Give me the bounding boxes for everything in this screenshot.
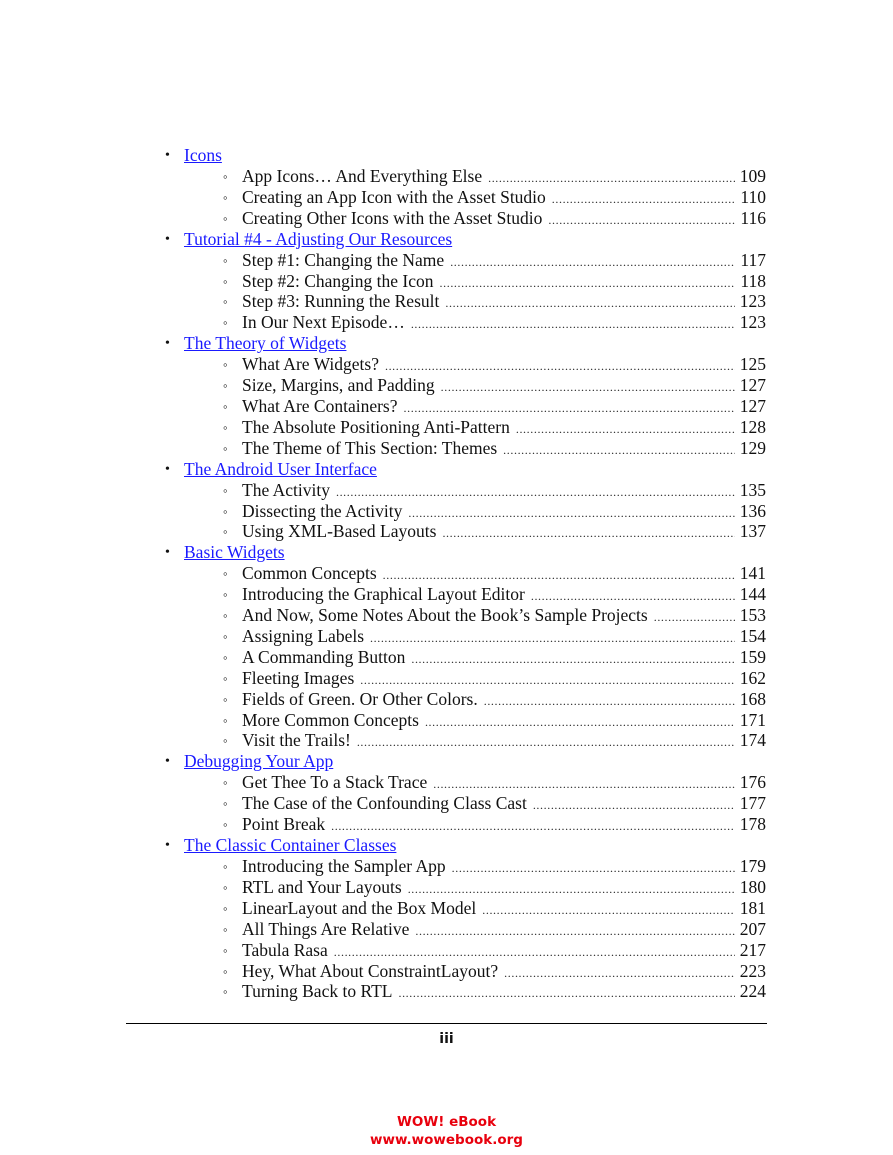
toc-entry [0,919,893,940]
toc-entry-line [242,187,766,210]
entry-page-number: 125 [739,354,766,375]
toc-entry-line [242,250,766,273]
circle-bullet-icon: ◦ [223,691,228,707]
circle-bullet-icon: ◦ [223,419,228,435]
circle-bullet-icon: ◦ [223,984,228,1000]
circle-bullet-icon: ◦ [223,649,228,665]
dot-leader [445,293,734,314]
entry-title: Introducing the Graphical Layout Editor [242,584,525,605]
circle-bullet-icon: ◦ [223,566,228,582]
circle-bullet-icon: ◦ [223,378,228,394]
dot-leader [411,649,734,670]
toc-entry [0,501,893,522]
bullet-icon: • [165,148,170,163]
entry-page-number: 129 [739,437,766,458]
dot-leader [531,586,735,607]
circle-bullet-icon: ◦ [223,482,228,498]
toc-entry [0,814,893,835]
entry-title: And Now, Some Notes About the Book’s Sample Projects [242,605,648,626]
toc-entry-line [242,208,766,231]
circle-bullet-icon: ◦ [223,859,228,875]
entry-page-number: 176 [739,772,766,793]
table-of-contents [0,145,893,1002]
toc-entry [0,208,893,229]
entry-title: Point Break [242,814,326,835]
entry-page-number: 159 [739,646,766,667]
entry-title: Fields of Green. Or Other Colors. [242,688,478,709]
circle-bullet-icon: ◦ [223,942,228,958]
entry-page-number: 168 [739,688,766,709]
bullet-icon: • [165,545,170,561]
entry-title: Tabula Rasa [242,939,328,960]
toc-entry-line [242,710,766,733]
toc-entry-line [242,501,766,524]
toc-entry [0,396,893,417]
entry-title: Using XML-Based Layouts [242,521,437,542]
circle-bullet-icon: ◦ [223,670,228,686]
toc-entry [0,166,893,187]
circle-bullet-icon: ◦ [223,315,228,331]
toc-entry [0,626,893,647]
toc-entry [0,417,893,438]
toc-entry-line [242,312,766,335]
toc-chapter [0,751,893,772]
toc-entry [0,961,893,982]
circle-bullet-icon: ◦ [223,169,228,184]
chapter-link[interactable]: Basic Widgets [184,542,285,563]
bullet-icon: • [165,838,170,854]
toc-entry-line [242,291,766,314]
dot-leader [415,921,734,942]
entry-title: Introducing the Sampler App [242,856,446,877]
toc-entry-line [242,438,766,461]
entry-title: LinearLayout and the Box Model [242,897,477,918]
circle-bullet-icon: ◦ [223,963,228,979]
entry-page-number: 153 [739,605,766,626]
toc-entry-line [242,668,766,691]
toc-entry [0,291,893,312]
dot-leader [552,189,736,210]
entry-page-number: 181 [739,897,766,918]
circle-bullet-icon: ◦ [223,587,228,603]
entry-page-number: 117 [740,249,766,270]
toc-entry [0,710,893,731]
toc-entry [0,480,893,501]
entry-page-number: 154 [739,626,766,647]
chapter-link[interactable]: The Android User Interface [184,458,377,479]
dot-leader [357,732,735,753]
entry-page-number: 136 [739,500,766,521]
dot-leader [516,419,735,440]
watermark [0,1113,893,1149]
toc-entry-line [242,919,766,942]
toc-entry-line [242,375,766,398]
entry-title: Turning Back to RTL [242,981,393,1002]
entry-title: Get Thee To a Stack Trace [242,772,428,793]
dot-leader [411,314,735,335]
entry-page-number: 224 [739,981,766,1002]
dot-leader [548,210,735,231]
toc-entry-line [242,856,766,879]
entry-title: Assigning Labels [242,626,365,647]
dot-leader [452,858,735,879]
dot-leader [654,607,735,628]
toc-entry [0,856,893,877]
circle-bullet-icon: ◦ [223,879,228,895]
circle-bullet-icon: ◦ [223,817,228,833]
toc-chapter [0,835,893,856]
dot-leader [484,691,735,712]
circle-bullet-icon: ◦ [223,399,228,415]
toc-chapter [0,229,893,250]
circle-bullet-icon: ◦ [223,921,228,937]
dot-leader [442,523,734,544]
toc-entry-line [242,271,766,294]
entry-page-number: 141 [739,563,766,584]
entry-title: Visit the Trails! [242,730,351,751]
toc-entry-line [242,877,766,900]
circle-bullet-icon: ◦ [223,775,228,791]
chapter-link[interactable]: Tutorial #4 - Adjusting Our Resources [184,228,453,249]
chapter-link[interactable]: The Classic Container Classes [184,835,397,856]
circle-bullet-icon: ◦ [223,252,228,268]
dot-leader [383,565,735,586]
toc-entry-line [242,584,766,607]
entry-title: Common Concepts [242,563,377,584]
toc-entry [0,605,893,626]
toc-chapter [0,333,893,354]
toc-entry-line [242,166,766,189]
entry-page-number: 217 [739,939,766,960]
entry-title: In Our Next Episode… [242,312,405,333]
toc-entry [0,563,893,584]
entry-page-number: 174 [739,730,766,751]
entry-title: The Activity [242,479,330,500]
entry-title: A Commanding Button [242,646,406,667]
entry-title: Creating Other Icons with the Asset Studio [242,207,543,228]
toc-entry-line [242,730,766,753]
entry-page-number: 180 [739,876,766,897]
toc-chapter [0,145,893,166]
dot-leader [503,440,735,461]
entry-title: More Common Concepts [242,709,419,730]
entry-title: Size, Margins, and Padding [242,375,435,396]
toc-entry-line [242,626,766,649]
entry-page-number: 179 [739,856,766,877]
circle-bullet-icon: ◦ [223,712,228,728]
dot-leader [385,356,735,377]
entry-title: The Absolute Positioning Anti-Pattern [242,416,510,437]
toc-entry-line [242,480,766,503]
chapter-link[interactable]: The Theory of Widgets [184,333,347,354]
entry-page-number: 137 [739,521,766,542]
dot-leader [450,252,735,273]
entry-title: App Icons… And Everything Else [242,166,483,186]
dot-leader [334,942,735,963]
entry-page-number: 123 [739,312,766,333]
entry-page-number: 135 [739,479,766,500]
entry-page-number: 110 [740,186,766,207]
dot-leader [408,503,734,524]
toc-entry [0,438,893,459]
toc-entry [0,271,893,292]
entry-page-number: 177 [739,793,766,814]
toc-entry [0,730,893,751]
circle-bullet-icon: ◦ [223,796,228,812]
entry-page-number: 127 [739,396,766,417]
entry-title: What Are Containers? [242,396,398,417]
watermark-url: www.wowebook.org [370,1132,523,1148]
toc-entry [0,521,893,542]
entry-page-number: 123 [739,291,766,312]
toc-entry [0,689,893,710]
entry-page-number: 207 [739,918,766,939]
bullet-icon: • [165,231,170,247]
entry-title: Step #3: Running the Result [242,291,440,312]
dot-leader [533,795,735,816]
entry-title: Dissecting the Activity [242,500,403,521]
toc-chapter [0,459,893,480]
toc-entry-line [242,521,766,544]
toc-entry [0,793,893,814]
toc-entry [0,354,893,375]
chapter-link[interactable]: Icons [184,145,222,165]
page-number: iii [439,1031,454,1047]
dot-leader [360,670,734,691]
circle-bullet-icon: ◦ [223,189,228,205]
toc-entry-line [242,898,766,921]
entry-title: Fleeting Images [242,667,355,688]
entry-title: What Are Widgets? [242,354,379,375]
toc-entry [0,772,893,793]
circle-bullet-icon: ◦ [223,629,228,645]
toc-entry [0,584,893,605]
entry-page-number: 109 [739,166,766,186]
toc-entry [0,898,893,919]
entry-page-number: 118 [740,270,766,291]
toc-entry-line [242,772,766,795]
toc-entry [0,981,893,1002]
circle-bullet-icon: ◦ [223,503,228,519]
entry-page-number: 128 [739,416,766,437]
dot-leader [441,377,735,398]
dot-leader [482,900,735,921]
circle-bullet-icon: ◦ [223,273,228,289]
bullet-icon: • [165,754,170,770]
toc-entry-line [242,417,766,440]
entry-title: Creating an App Icon with the Asset Studio [242,186,546,207]
footer-divider [126,1023,767,1024]
toc-entry-line [242,793,766,816]
bullet-icon: • [165,336,170,352]
entry-page-number: 116 [740,207,766,228]
circle-bullet-icon: ◦ [223,524,228,540]
watermark-title: WOW! eBook [396,1114,497,1130]
entry-title: All Things Are Relative [242,918,410,939]
toc-entry-line [242,814,766,837]
circle-bullet-icon: ◦ [223,357,228,373]
dot-leader [331,816,735,837]
entry-title: Step #1: Changing the Name [242,249,445,270]
toc-entry-line [242,647,766,670]
circle-bullet-icon: ◦ [223,733,228,749]
entry-page-number: 171 [739,709,766,730]
toc-entry-line [242,563,766,586]
toc-entry-line [242,354,766,377]
entry-title: The Theme of This Section: Themes [242,437,498,458]
dot-leader [440,273,736,294]
entry-title: The Case of the Confounding Class Cast [242,793,527,814]
entry-page-number: 178 [739,814,766,835]
dot-leader [408,879,735,900]
dot-leader [404,398,735,419]
dot-leader [504,963,735,984]
entry-page-number: 162 [739,667,766,688]
entry-page-number: 223 [739,960,766,981]
entry-title: Hey, What About ConstraintLayout? [242,960,499,981]
dot-leader [433,774,735,795]
circle-bullet-icon: ◦ [223,210,228,226]
toc-entry-line [242,605,766,628]
toc-entry [0,375,893,396]
toc-chapter [0,542,893,563]
toc-entry [0,668,893,689]
dot-leader [370,628,735,649]
chapter-link[interactable]: Debugging Your App [184,751,334,772]
bullet-icon: • [165,461,170,477]
entry-title: RTL and Your Layouts [242,876,402,897]
toc-entry [0,187,893,208]
toc-entry [0,647,893,668]
toc-entry [0,877,893,898]
dot-leader [425,712,735,733]
toc-entry-line [242,940,766,963]
toc-entry-line [242,981,766,1004]
entry-page-number: 127 [739,375,766,396]
toc-entry-line [242,396,766,419]
circle-bullet-icon: ◦ [223,608,228,624]
circle-bullet-icon: ◦ [223,440,228,456]
entry-page-number: 144 [739,584,766,605]
dot-leader [488,168,735,189]
toc-entry-line [242,961,766,984]
toc-entry [0,250,893,271]
dot-leader [336,482,735,503]
circle-bullet-icon: ◦ [223,294,228,310]
dot-leader [398,983,734,1004]
toc-entry-line [242,689,766,712]
toc-entry [0,940,893,961]
circle-bullet-icon: ◦ [223,900,228,916]
toc-entry [0,312,893,333]
entry-title: Step #2: Changing the Icon [242,270,434,291]
